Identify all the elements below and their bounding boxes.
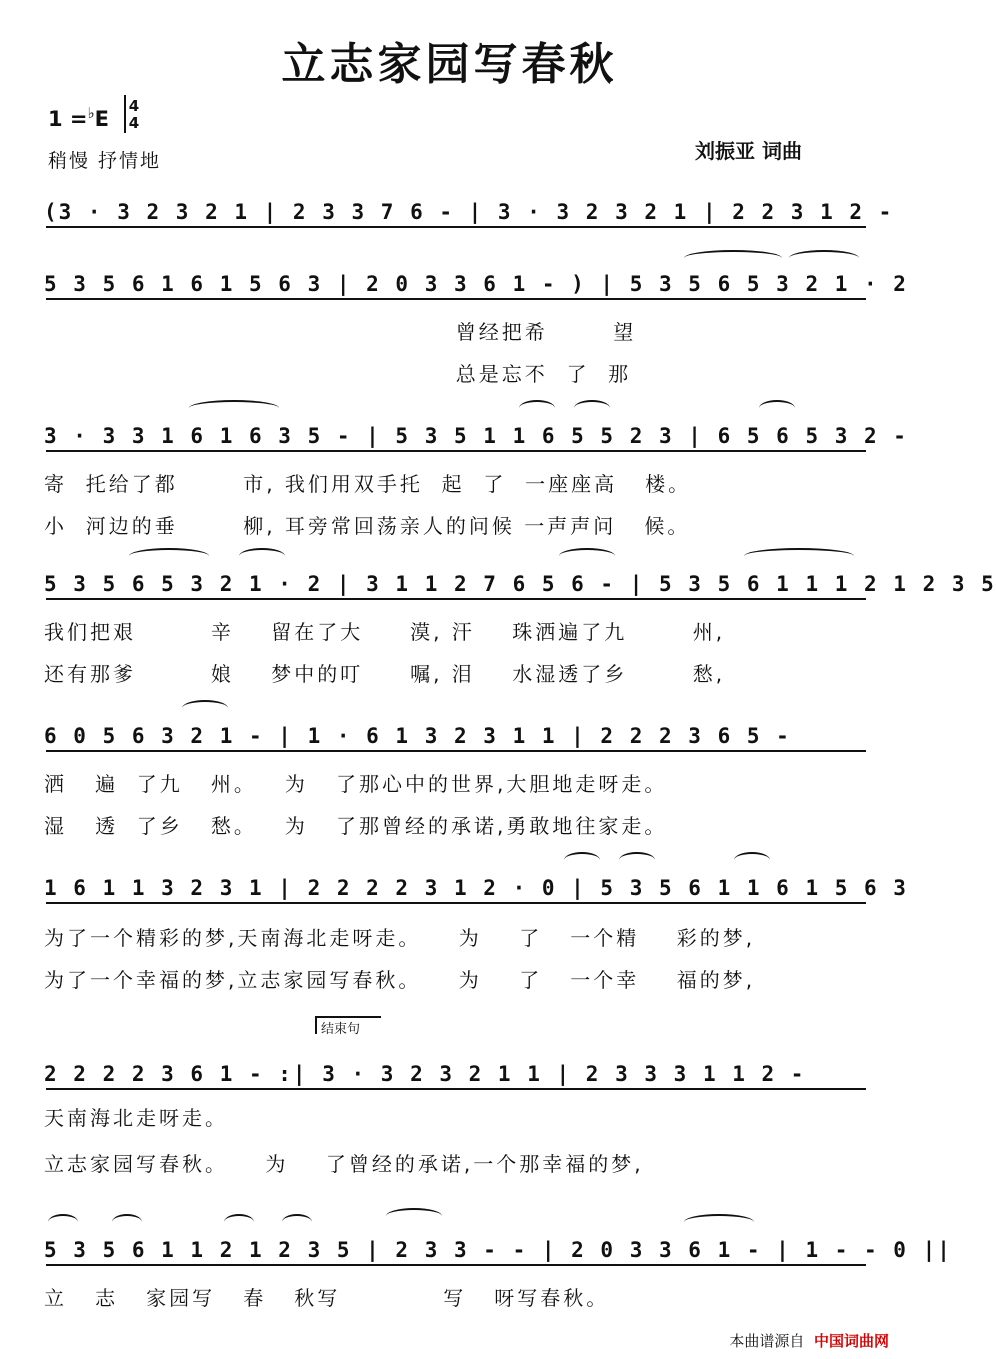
lyric-verse-2: 小 河边的垂 柳, 耳旁常回荡亲人的问候 一声声问 候。 bbox=[44, 514, 691, 538]
lyric-verse-1: 立 志 家园写 春 秋写 写 呀写春秋。 bbox=[44, 1286, 610, 1310]
notation-line: 2 2 2 2 3 6 1 - :| 3 · 3 2 3 2 1 1 | 2 3 3 3 1 1 2 - bbox=[44, 1062, 806, 1086]
slur-mark bbox=[684, 1214, 754, 1230]
notation-line: 5 3 5 6 5 3 2 1 · 2 | 3 1 1 2 7 6 5 6 - | 5 3 5 6 1 1 1 2 1 2 3 5 bbox=[44, 572, 996, 596]
composer-credit: 刘振亚 词曲 bbox=[695, 139, 802, 163]
slur-mark bbox=[789, 250, 859, 266]
beam-line bbox=[46, 750, 866, 752]
slur-mark bbox=[182, 700, 228, 716]
meter-bottom: 4 bbox=[128, 114, 140, 132]
time-signature bbox=[124, 98, 144, 132]
slur-mark bbox=[574, 400, 610, 416]
lyric-verse-1: 天南海北走呀走。 bbox=[44, 1106, 228, 1130]
slur-mark bbox=[386, 1208, 442, 1224]
beam-line bbox=[46, 298, 866, 300]
lyric-verse-1: 我们把艰 辛 留在了大 漠, 汗 珠洒遍了九 州, bbox=[44, 620, 726, 644]
lyric-verse-2: 湿 透 了乡 愁。 为 了那曾经的承诺,勇敢地往家走。 bbox=[44, 814, 668, 838]
slur-mark bbox=[759, 400, 795, 416]
beam-line bbox=[46, 902, 866, 904]
slur-mark bbox=[239, 548, 285, 564]
ending-bracket: 结束句 bbox=[315, 1016, 381, 1034]
slur-mark bbox=[282, 1214, 312, 1230]
lyric-verse-2: 立志家园写春秋。 为 了曾经的承诺,一个那幸福的梦, bbox=[44, 1152, 644, 1176]
lyric-verse-1: 为了一个精彩的梦,天南海北走呀走。 为 了 一个精 彩的梦, bbox=[44, 926, 756, 950]
beam-line bbox=[46, 1264, 866, 1266]
lyric-verse-1: 寄 托给了都 市, 我们用双手托 起 了 一座座高 楼。 bbox=[44, 472, 692, 496]
slur-mark bbox=[559, 548, 615, 564]
slur-mark bbox=[684, 250, 782, 266]
slur-mark bbox=[619, 852, 655, 868]
notation-line: 5 3 5 6 1 1 2 1 2 3 5 | 2 3 3 - - | 2 0 3 3 6 1 - | 1 - - 0 || bbox=[44, 1238, 952, 1262]
key-prefix: 1 = bbox=[48, 107, 88, 131]
lyric-verse-2: 还有那爹 娘 梦中的叮 嘱, 泪 水湿透了乡 愁, bbox=[44, 662, 726, 686]
lyric-verse-1: 洒 遍 了九 州。 为 了那心中的世界,大胆地走呀走。 bbox=[44, 772, 668, 796]
slur-mark bbox=[744, 548, 854, 564]
slur-mark bbox=[189, 400, 279, 416]
slur-mark bbox=[129, 548, 209, 564]
lyric-verse-2: 总是忘不 了 那 bbox=[44, 362, 632, 386]
tempo-marking: 稍慢 抒情地 bbox=[48, 150, 162, 172]
key-signature bbox=[48, 104, 109, 131]
source-footer bbox=[729, 1330, 889, 1351]
key-note: E bbox=[94, 107, 109, 131]
slur-mark bbox=[112, 1214, 142, 1230]
beam-line bbox=[46, 598, 866, 600]
slur-mark bbox=[224, 1214, 254, 1230]
flat-sign: ♭ bbox=[87, 104, 95, 122]
slur-mark bbox=[48, 1214, 78, 1230]
meter-top: 4 bbox=[128, 97, 140, 115]
beam-line bbox=[46, 450, 866, 452]
song-title: 立志家园写春秋 bbox=[281, 39, 618, 90]
slur-mark bbox=[519, 400, 555, 416]
beam-line bbox=[46, 226, 866, 228]
lyric-verse-2: 为了一个幸福的梦,立志家园写春秋。 为 了 一个幸 福的梦, bbox=[44, 968, 756, 992]
notation-line: 1 6 1 1 3 2 3 1 | 2 2 2 2 3 1 2 · 0 | 5 3 5 6 1 1 6 1 5 6 3 bbox=[44, 876, 908, 900]
source-label: 本曲谱源自 bbox=[729, 1332, 805, 1350]
notation-line: 3 · 3 3 1 6 1 6 3 5 - | 5 3 5 1 1 6 5 5 2 3 | 6 5 6 5 3 2 - bbox=[44, 424, 908, 448]
beam-line bbox=[46, 1088, 866, 1090]
notation-line: (3 · 3 2 3 2 1 | 2 3 3 7 6 - | 3 · 3 2 3 2 1 | 2 2 3 1 2 - bbox=[44, 200, 894, 224]
slur-mark bbox=[734, 852, 770, 868]
slur-mark bbox=[564, 852, 600, 868]
notation-line: 6 0 5 6 3 2 1 - | 1 · 6 1 3 2 3 1 1 | 2 2 2 3 6 5 - bbox=[44, 724, 791, 748]
lyric-verse-1: 曾经把希 望 bbox=[44, 320, 637, 344]
source-site-link[interactable]: 中国词曲网 bbox=[813, 1332, 889, 1350]
notation-line: 5 3 5 6 1 6 1 5 6 3 | 2 0 3 3 6 1 - ) | 5 3 5 6 5 3 2 1 · 2 bbox=[44, 272, 908, 296]
